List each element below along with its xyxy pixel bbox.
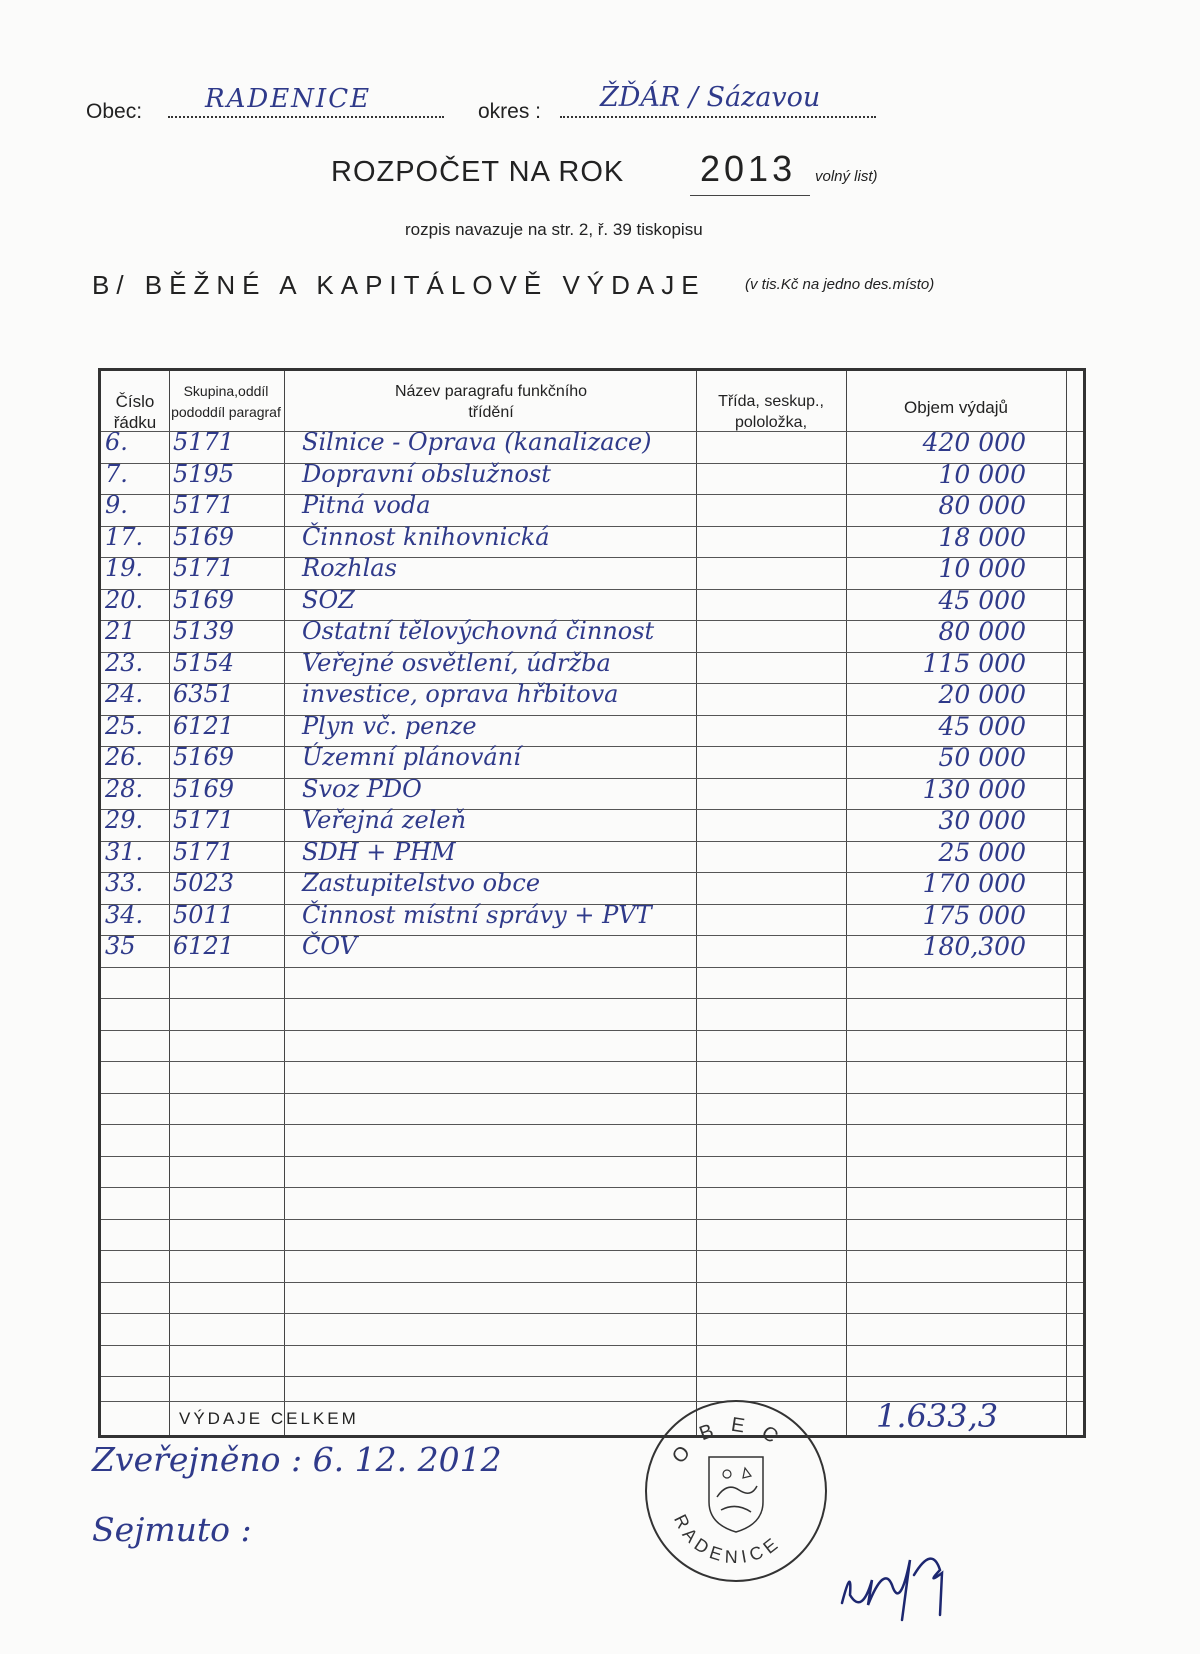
row-number: 23. xyxy=(105,648,144,677)
expense-amount: 18 000 xyxy=(938,522,1026,552)
row-line xyxy=(101,1282,1083,1283)
expense-amount: 80 000 xyxy=(938,617,1026,646)
paragraph-name: Pitná voda xyxy=(302,491,431,519)
paragraph-name: Veřejná zeleň xyxy=(302,806,467,834)
row-line xyxy=(101,1124,1083,1125)
continuation-note: rozpis navazuje na str. 2, ř. 39 tiskopisu xyxy=(405,220,703,239)
total-value: 1.633,3 xyxy=(876,1397,999,1435)
row-number: 24. xyxy=(105,680,144,708)
row-number: 7. xyxy=(105,459,128,488)
paragraph-name: ČOV xyxy=(302,932,357,960)
paragraph-code: 5139 xyxy=(173,617,235,645)
expense-amount: 175 000 xyxy=(922,900,1026,930)
row-line xyxy=(101,1250,1083,1251)
row-line xyxy=(101,1219,1083,1220)
row-line xyxy=(101,1156,1083,1157)
paragraph-code: 5169 xyxy=(173,743,235,771)
row-number: 6. xyxy=(105,428,128,456)
row-number: 26. xyxy=(105,743,144,771)
coat-of-arms-icon xyxy=(709,1457,763,1532)
expense-amount: 45 000 xyxy=(938,585,1026,615)
expense-amount: 80 000 xyxy=(938,491,1026,520)
paragraph-code: 5171 xyxy=(173,554,235,582)
section-title: B/ BĚŽNÉ A KAPITÁLOVĚ VÝDAJE xyxy=(92,270,706,300)
total-label: VÝDAJE CELKEM xyxy=(179,1409,359,1428)
paragraph-code: 5169 xyxy=(173,774,235,803)
obec-label: Obec: xyxy=(86,100,143,123)
obec-dotted-line xyxy=(168,116,444,118)
paragraph-name: Svoz PDO xyxy=(302,774,422,803)
row-line xyxy=(101,1313,1083,1314)
paragraph-code: 5171 xyxy=(173,428,235,456)
paragraph-code: 6121 xyxy=(173,932,235,960)
expense-amount: 50 000 xyxy=(938,743,1026,772)
expense-amount: 45 000 xyxy=(938,711,1026,741)
row-number: 21 xyxy=(105,617,136,645)
paragraph-name: Zastupitelstvo obce xyxy=(302,869,541,897)
paragraph-code: 5171 xyxy=(173,837,235,866)
paragraph-code: 6351 xyxy=(173,680,235,708)
row-number: 31. xyxy=(105,837,144,866)
column-header-name: Název paragrafu funkčního třídění xyxy=(394,383,588,421)
paragraph-name: Územní plánování xyxy=(302,743,521,771)
paragraph-name: Činnost místní správy + PVT xyxy=(302,900,652,929)
paragraph-name: SDH + PHM xyxy=(302,837,456,866)
paragraph-name: investice, oprava hřbitova xyxy=(302,680,619,708)
row-number: 9. xyxy=(105,491,128,519)
row-line xyxy=(101,998,1083,999)
row-number: 28. xyxy=(105,774,144,803)
municipal-stamp xyxy=(645,1400,827,1582)
row-number: 19. xyxy=(105,554,144,582)
section-note: (v tis.Kč na jedno des.místo) xyxy=(745,276,935,293)
expense-amount: 170 000 xyxy=(922,869,1026,898)
stamp-top-text: OBEC xyxy=(667,1413,795,1468)
title-suffix: volný list) xyxy=(815,168,878,185)
obec-value: RADENICE xyxy=(205,84,372,114)
expense-amount: 10 000 xyxy=(938,459,1026,489)
row-line xyxy=(101,967,1083,968)
paragraph-name: Rozhlas xyxy=(302,554,397,582)
column-header-row-number: Číslo řádku xyxy=(113,392,157,432)
page-title: ROZPOČET NA ROK xyxy=(331,156,625,188)
expense-amount: 130 000 xyxy=(922,774,1026,804)
paragraph-code: 5195 xyxy=(173,459,235,488)
expense-amount: 20 000 xyxy=(938,680,1026,709)
row-number: 20. xyxy=(105,585,144,614)
row-number: 33. xyxy=(105,869,144,897)
row-line xyxy=(101,1345,1083,1346)
published-date: Zveřejněno : 6. 12. 2012 xyxy=(92,1440,502,1479)
paragraph-code: 5169 xyxy=(173,585,235,614)
paragraph-name: Činnost knihovnická xyxy=(302,522,550,551)
expense-amount: 420 000 xyxy=(922,428,1026,457)
row-line xyxy=(101,1030,1083,1031)
paragraph-name: Ostatní tělovýchovná činnost xyxy=(302,617,655,645)
row-number: 29. xyxy=(105,806,144,834)
paragraph-code: 5171 xyxy=(173,491,235,519)
signature xyxy=(822,1525,972,1625)
paragraph-code: 6121 xyxy=(173,711,235,740)
stamp-bottom-text: RADENICE xyxy=(669,1511,786,1568)
removed-date: Sejmuto : xyxy=(92,1510,252,1549)
paragraph-name: Dopravní obslužnost xyxy=(302,459,551,488)
column-header-paragraph: Skupina,oddíl pododdíl paragraf xyxy=(171,383,281,420)
row-number: 34. xyxy=(105,900,144,929)
paragraph-code: 5023 xyxy=(173,869,235,897)
paragraph-name: Silnice - Oprava (kanalizace) xyxy=(302,428,652,456)
year-underline xyxy=(690,195,810,196)
paragraph-code: 5169 xyxy=(173,522,235,551)
column-header-amount: Objem výdajů xyxy=(904,398,1008,417)
okres-value: ŽĎÁR / Sázavou xyxy=(600,82,821,113)
row-number: 25. xyxy=(105,711,144,740)
stamp-graphic xyxy=(647,1402,825,1580)
row-number: 17. xyxy=(105,522,144,551)
expense-amount: 10 000 xyxy=(938,554,1026,583)
paragraph-code: 5011 xyxy=(173,900,235,929)
paragraph-code: 5154 xyxy=(173,648,235,677)
expense-amount: 30 000 xyxy=(938,806,1026,835)
expense-amount: 25 000 xyxy=(938,837,1026,867)
row-number: 35 xyxy=(105,932,136,960)
paragraph-name: SOZ xyxy=(302,585,355,614)
expense-amount: 180,300 xyxy=(922,932,1026,961)
expense-amount: 115 000 xyxy=(922,648,1026,678)
okres-label: okres : xyxy=(478,100,542,123)
row-line xyxy=(101,1093,1083,1094)
row-line xyxy=(101,1376,1083,1377)
column-header-class: Třída, seskup., pololožka, xyxy=(718,393,824,431)
okres-dotted-line xyxy=(560,116,876,118)
row-line xyxy=(101,1061,1083,1062)
budget-table xyxy=(98,368,1086,1438)
row-line xyxy=(101,1187,1083,1188)
paragraph-name: Veřejné osvětlení, údržba xyxy=(302,648,611,677)
budget-year: 2013 xyxy=(700,148,797,189)
paragraph-name: Plyn vč. penze xyxy=(302,711,477,740)
paragraph-code: 5171 xyxy=(173,806,235,834)
